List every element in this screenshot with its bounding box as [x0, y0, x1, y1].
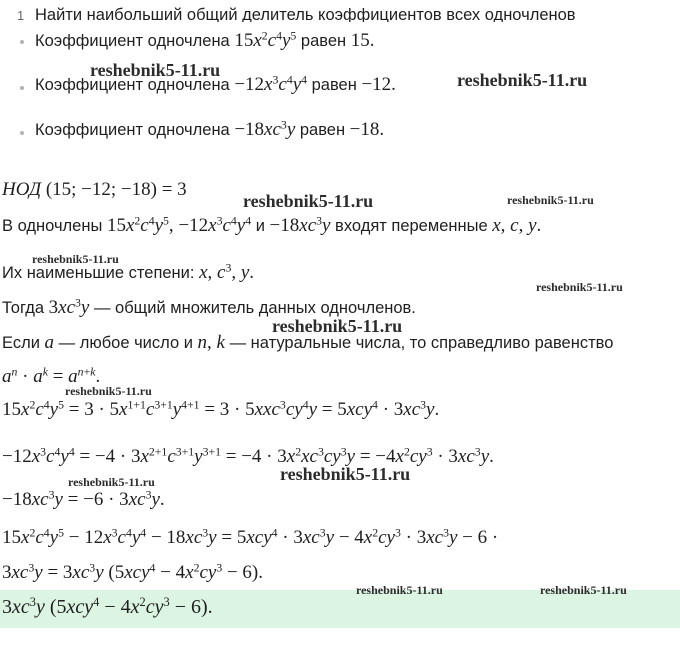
- answer: $3xc^3y$ $(5xcy^4 - 4x^2cy^3 - 6)$.: [2, 595, 213, 618]
- common-factor-line: Тогда $3xc^3y$ — общий множитель данных одночленов.: [2, 296, 416, 318]
- watermark: reshebnik5-11.ru: [356, 583, 443, 597]
- text: — натуральные числа, то справедливо равенство: [229, 334, 614, 352]
- watermark: reshebnik5-11.ru: [507, 193, 594, 207]
- watermark: reshebnik5-11.ru: [90, 60, 221, 80]
- bullet-coef-1: Коэффициент одночлена $15x^2c^4y^5$ равен 15.: [35, 29, 375, 51]
- list-item-text: Найти наибольший общий делитель коэффициентов всех одночленов: [35, 6, 576, 22]
- min-powers-line: Их наименьшие степени: x, $c^3$, y.: [2, 261, 255, 283]
- bullet-text: равен: [299, 121, 346, 139]
- watermark: reshebnik5-11.ru: [536, 280, 623, 294]
- list-item-1-header: [0, 0, 680, 22]
- text: и: [255, 217, 265, 235]
- text: В одночлены: [2, 217, 103, 235]
- watermark: reshebnik5-11.ru: [457, 70, 588, 90]
- watermark: reshebnik5-11.ru: [243, 191, 374, 211]
- text: входят переменные: [335, 217, 488, 235]
- bullet-dot: [20, 131, 24, 135]
- watermark: reshebnik5-11.ru: [280, 464, 411, 484]
- watermark: reshebnik5-11.ru: [65, 384, 152, 398]
- bullet-text: Коэффициент одночлена: [35, 32, 230, 50]
- bullet-dot: [20, 86, 24, 90]
- text: Их наименьшие степени:: [2, 264, 195, 282]
- bullet-text: Коэффициент одночлена: [35, 121, 230, 139]
- equation-2: $-12x^3c^4y^4 = -4 \cdot 3x^{2+1}c^{3+1}y^{3+1} = -4 \cdot 3x^2xc^3cy^3y = -4x^2cy^3 \cdot 3xc^3y$.: [2, 445, 494, 467]
- watermark: reshebnik5-11.ru: [32, 252, 119, 266]
- equation-3: $-18xc^3y = -6 \cdot 3xc^3y$.: [2, 488, 165, 510]
- bullet-coef-2: Коэффициент одночлена $-12x^3c^4y^4$ равен −12.: [35, 73, 396, 95]
- text: Тогда: [2, 299, 45, 317]
- text: — любое число и: [58, 334, 193, 352]
- variables-line: В одночлены $15x^2c^4y^5$, $-12x^3c^4y^4$ $и -18xc^3y$ входят переменные x, c, y.: [2, 214, 542, 236]
- watermark: reshebnik5-11.ru: [68, 475, 155, 489]
- equation-4-line-1: $15x^2c^4y^5 - 12x^3c^4y^4 - 18xc^3y = 5xcy^4 \cdot 3xc^3y - 4x^2cy^3 \cdot 3xc^3y - 6$ ·: [2, 526, 499, 548]
- power-rule: $a^n \cdot a^k = a^{n+k}$.: [2, 365, 101, 387]
- bullet-text: равен: [300, 32, 347, 50]
- equation-4-line-2: $3xc^3y = 3xc^3y$ $(5xcy^4 - 4x^2cy^3 - 6)$.: [2, 561, 264, 583]
- bullet-text: равен: [311, 76, 357, 94]
- watermark: reshebnik5-11.ru: [540, 583, 627, 597]
- bullet-coef-3: Коэффициент одночлена $-18xc^3y$ равен −18.: [35, 118, 385, 140]
- equation-1: $15x^2c^4y^5 = 3 \cdot 5x^{1+1}c^{3+1}y^{4+1} = 3 \cdot 5xxc^3cy^4y = 5xcy^4 \cdot 3xc^3y$.: [2, 398, 440, 420]
- bullet-dot: [20, 40, 24, 44]
- list-number: 1: [17, 8, 25, 22]
- property-line: Если a — любое число и n, k — натуральные числа, то справедливо равенство: [2, 332, 614, 353]
- text: — общий множитель данных одночленов.: [93, 299, 416, 317]
- gcd-label: НОД: [2, 179, 42, 200]
- watermark: reshebnik5-11.ru: [272, 316, 403, 336]
- text: Если: [2, 334, 40, 352]
- gcd-line: НОД (15; −12; −18) = 3: [2, 179, 187, 200]
- bullet-text: Коэффициент одночлена: [35, 76, 230, 94]
